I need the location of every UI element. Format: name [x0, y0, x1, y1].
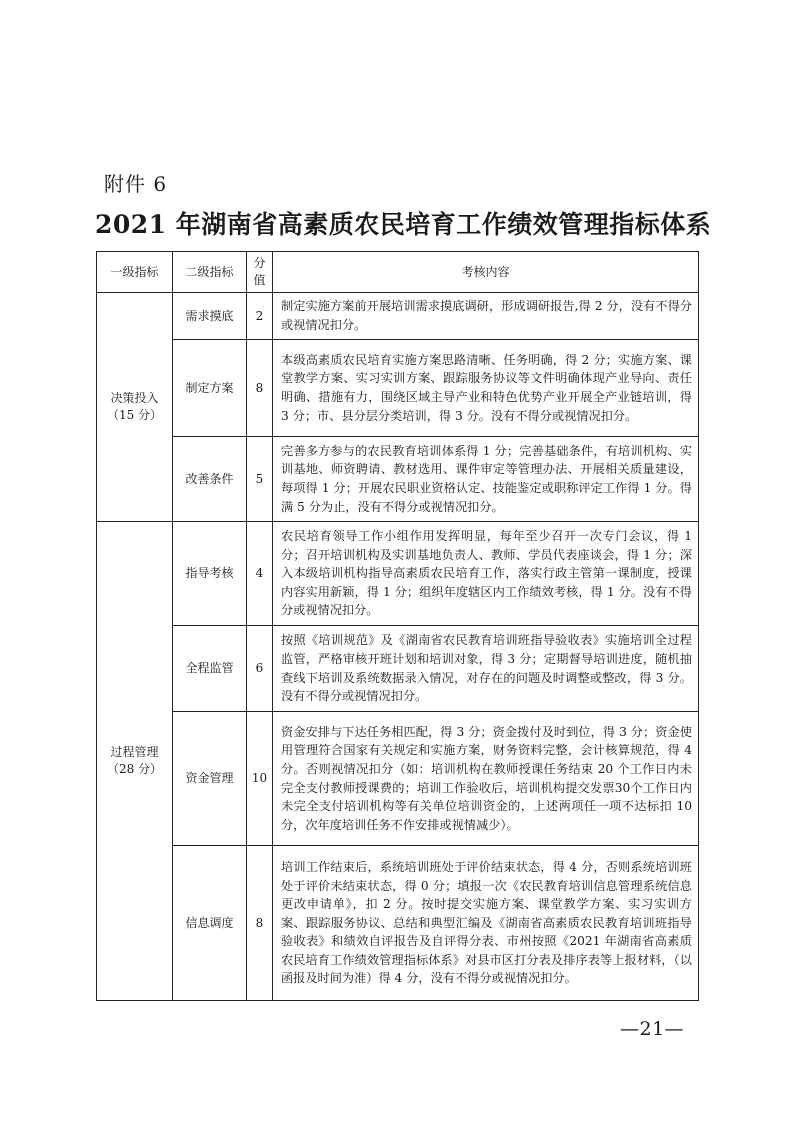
- content-cell: 农民培育领导工作小组作用发挥明显，每年至少召开一次专门会议，得 1 分；召开培训机构及实训基地负责人、教师、学员代表座谈会，得 1 分；深入本级培训机构指导高素质农民培育工作，落实行政主管第一课制度，授课内容实用新颖，得 1 分；组织年度辖区内工作绩效考核，得 1 分。没有不得分或视情况扣分。: [273, 522, 699, 626]
- table-row: [97, 293, 699, 340]
- page-number: —21—: [620, 1018, 685, 1040]
- table-row: [97, 522, 699, 626]
- content-cell: 制定实施方案前开展培训需求摸底调研，形成调研报告,得 2 分，没有不得分或视情况扣分。: [273, 293, 699, 340]
- table-row: [97, 712, 699, 846]
- attachment-label: 附件 6: [104, 172, 168, 196]
- table-row: [97, 626, 699, 712]
- level1-points: （28 分）: [106, 762, 163, 776]
- content-cell: 资金安排与下达任务相匹配，得 3 分；资金拨付及时到位，得 3 分；资金使用管理符合国家有关规定和实施方案，财务资料完整，会计核算规范，得 4 分。否则视情况扣分（如：培训机构在教师授课任务结束 20 个工作日内未完全支付教师授课费的；培训工作验收后，培训机构提交发票30个工作日内未完全支付培训机构等有关单位培训资金的，上述两项任一项不达标扣 10 分，次年度培训任务不作安排或视情减少）。: [273, 712, 699, 846]
- content-cell: 完善多方参与的农民教育培训体系得 1 分；完善基础条件，有培训机构、实训基地、师资聘请、教材选用、课件审定等管理办法、开展相关质量建设，每项得 1 分；开展农民职业资格认定、技能鉴定或职称评定工作得 1 分。得满 5 分为止，没有不得分或视情况扣分。: [273, 437, 699, 522]
- header-score: [247, 252, 273, 293]
- header-content: 考核内容: [273, 252, 699, 293]
- table-row: [97, 340, 699, 437]
- page-title: 2021 年湖南省高素质农民培育工作绩效管理指标体系: [95, 210, 712, 239]
- score-cell: 6: [247, 626, 273, 712]
- score-cell: 8: [247, 846, 273, 1001]
- indicator-table: [96, 251, 699, 1001]
- score-cell: 8: [247, 340, 273, 437]
- level2-cell: 信息调度: [173, 846, 247, 1001]
- score-cell: 2: [247, 293, 273, 340]
- level1-cell-process: [97, 522, 173, 1001]
- header-level2: 二级指标: [173, 252, 247, 293]
- table-row: [97, 846, 699, 1001]
- level2-cell: 全程监管: [173, 626, 247, 712]
- level2-cell: 制定方案: [173, 340, 247, 437]
- level1-cell-decision: [97, 293, 173, 522]
- header-score-text: 分值: [253, 256, 266, 287]
- level1-name: 决策投入: [110, 391, 159, 405]
- table-header-row: [97, 252, 699, 293]
- level2-cell: 资金管理: [173, 712, 247, 846]
- header-level1: 一级指标: [97, 252, 173, 293]
- content-cell: 培训工作结束后，系统培训班处于评价结束状态，得 4 分，否则系统培训班处于评价未结束状态，得 0 分；填报一次《农民教育培训信息管理系统信息更改申请单》，扣 2 分。按时提交实施方案、课堂教学方案、实习实训方案、跟踪服务协议、总结和典型汇编及《湖南省高素质农民教育培训班指导验收表》和绩效自评报告及自评得分表、市州按照《2021 年湖南省高素质农民培育工作绩效管理指标体系》对县市区打分表及排序表等上报材料，（以函报及时间为准）得 4 分，没有不得分或视情况扣分。: [273, 846, 699, 1001]
- table-row: [97, 437, 699, 522]
- score-cell: 5: [247, 437, 273, 522]
- level2-cell: 需求摸底: [173, 293, 247, 340]
- content-cell: 本级高素质农民培育实施方案思路清晰、任务明确，得 2 分；实施方案、课堂教学方案、实习实训方案、跟踪服务协议等文件明确体现产业导向、责任明确、措施有力，围绕区域主导产业和特色优势产业开展全产业链培训，得 3 分；市、县分层分类培训，得 3 分。没有不得分或视情况扣分。: [273, 340, 699, 437]
- score-cell: 4: [247, 522, 273, 626]
- content-cell: 按照《培训规范》及《湖南省农民教育培训班指导验收表》实施培训全过程监管，严格审核开班计划和培训对象，得 3 分；定期督导培训进度，随机抽查线下培训及系统数据录入情况，对存在的问题及时调整或整改，得 3 分。没有不得分或视情况扣分。: [273, 626, 699, 712]
- level1-name: 过程管理: [110, 745, 159, 759]
- level2-cell: 改善条件: [173, 437, 247, 522]
- score-cell: 10: [247, 712, 273, 846]
- level1-points: （15 分）: [106, 408, 163, 422]
- level2-cell: 指导考核: [173, 522, 247, 626]
